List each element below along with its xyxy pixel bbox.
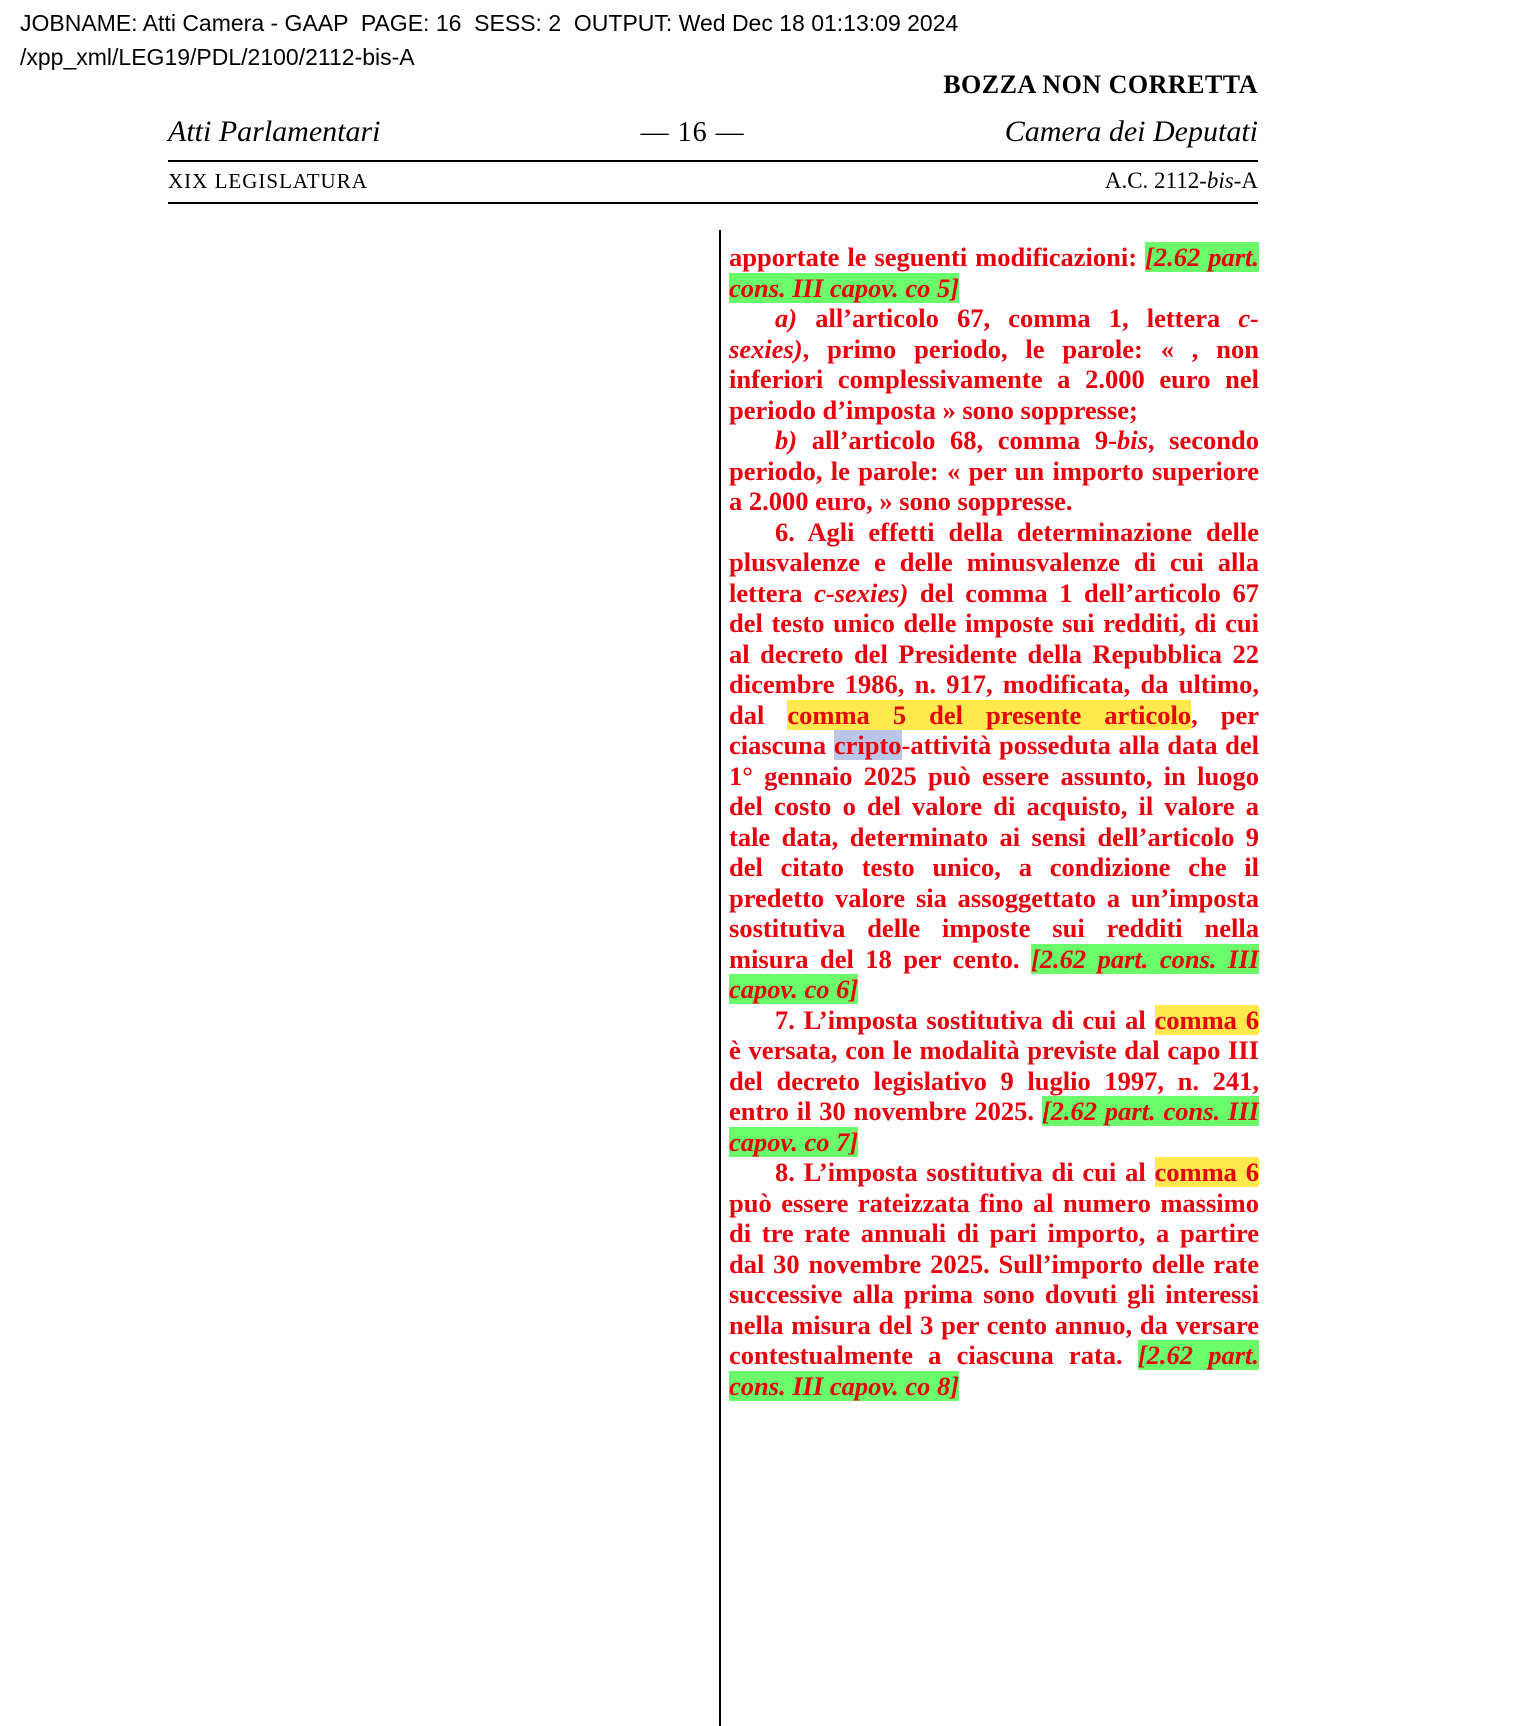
page-subheader xyxy=(168,168,1258,202)
amendment-tag-6: [2.62 part. cons. III capov. co 6] xyxy=(729,943,1259,1004)
paragraph-a-italic: c-sexies) xyxy=(729,303,1259,364)
paragraph-7-text2: è versata, con le modalità previste dal capo III del decreto legislativo 9 luglio 1997, n. 241, entro il 30 novembre 2025. xyxy=(729,1035,1259,1126)
act-reference-suffix: -A xyxy=(1233,168,1258,193)
act-reference xyxy=(1105,168,1258,194)
paragraph-b-italic: bis xyxy=(1116,425,1148,455)
job-info-line1: JOBNAME: Atti Camera - GAAP PAGE: 16 SESS: 2 OUTPUT: Wed Dec 18 01:13:09 2024 xyxy=(20,10,959,36)
header-title-left: Atti Parlamentari xyxy=(168,115,381,148)
right-column-text xyxy=(729,242,1259,1401)
paragraph-6-text4: -attività posseduta alla data del 1° gennaio 2025 può essere assunto, in luogo del costo o del valore di acquisto, il valore a tale data, determinato ai sensi dell’articolo 9 del citato testo unico, a condizione che il predetto valore sia assoggettato a un’imposta sostitutiva delle imposte sui redditi nella misura del 18 per cento. xyxy=(729,730,1259,974)
paragraph-intro-text: apportate le seguenti modificazioni: xyxy=(729,242,1146,272)
paragraph-6-italic: c-sexies) xyxy=(814,577,909,608)
page-number: — 16 — xyxy=(640,117,745,148)
paragraph-a-text1: all’articolo 67, comma 1, lettera xyxy=(797,303,1239,333)
job-info-line xyxy=(20,6,1420,74)
amendment-tag-7: [2.62 part. cons. III capov. co 7] xyxy=(729,1096,1259,1157)
draft-notice: BOZZA NON CORRETTA xyxy=(943,70,1258,99)
paragraph-b-text1: all’articolo 68, comma 9- xyxy=(797,425,1117,455)
paragraph-6-text2: del comma 1 dell’articolo 67 del testo unico delle imposte sui redditi, di cui al decreto del Presidente della Repubblica 22 dicembre 1986, n. 917, modificata, da ultimo, dal xyxy=(729,577,1259,730)
highlight-comma-5: comma 5 del presente articolo xyxy=(787,699,1192,730)
column-divider xyxy=(719,230,721,1726)
amendment-tag-5: [2.62 part. cons. III capov. co 5] xyxy=(729,242,1260,303)
paragraph-a-label: a) xyxy=(775,303,798,333)
highlight-comma-6-b: comma 6 xyxy=(1154,1157,1259,1187)
paragraph-8 xyxy=(729,1157,1259,1401)
act-reference-prefix: A.C. 2112- xyxy=(1104,168,1207,193)
paragraph-7 xyxy=(729,1005,1259,1158)
header-divider xyxy=(168,160,1258,162)
amendment-tag-8: [2.62 part. cons. III capov. co 8] xyxy=(729,1340,1260,1401)
paragraph-6-text1: 6. Agli effetti della determinazione delle plusvalenze e delle minusvalenze di cui alla lettera xyxy=(729,516,1259,608)
paragraph-6-text3: , per ciascuna xyxy=(729,699,1260,760)
paragraph-a-text2: , primo periodo, le parole: « , non inferiori complessivamente a 2.000 euro nel periodo d’imposta » sono soppresse; xyxy=(729,333,1259,425)
highlight-cripto: cripto xyxy=(833,730,902,760)
paragraph-b-text2: , secondo periodo, le parole: « per un importo superiore a 2.000 euro, » sono soppresse. xyxy=(729,425,1259,516)
job-info-line2: /xpp_xml/LEG19/PDL/2100/2112-bis-A xyxy=(20,44,415,70)
highlight-comma-6-a: comma 6 xyxy=(1154,1004,1259,1035)
paragraph-a xyxy=(729,303,1259,425)
act-reference-italic: bis xyxy=(1206,168,1234,193)
page-header xyxy=(168,115,1258,157)
paragraph-8-text2: può essere rateizzata fino al numero massimo di tre rate annuali di pari importo, a partire dal 30 novembre 2025. Sull’importo delle rate successive alla prima sono dovuti gli interessi nella misura del 3 per cento annuo, da versare contestualmente a ciascuna rata. xyxy=(729,1187,1259,1370)
paragraph-intro xyxy=(729,242,1259,303)
header-title-right: Camera dei Deputati xyxy=(1004,115,1258,148)
paragraph-8-text1: 8. L’imposta sostitutiva di cui al xyxy=(775,1157,1155,1187)
paragraph-b xyxy=(729,425,1259,517)
paragraph-b-label: b) xyxy=(775,425,798,455)
paragraph-7-text1: 7. L’imposta sostitutiva di cui al xyxy=(775,1004,1155,1035)
subheader-divider xyxy=(168,202,1258,204)
paragraph-6 xyxy=(729,517,1259,1005)
legislature-label: XIX LEGISLATURA xyxy=(168,169,368,193)
